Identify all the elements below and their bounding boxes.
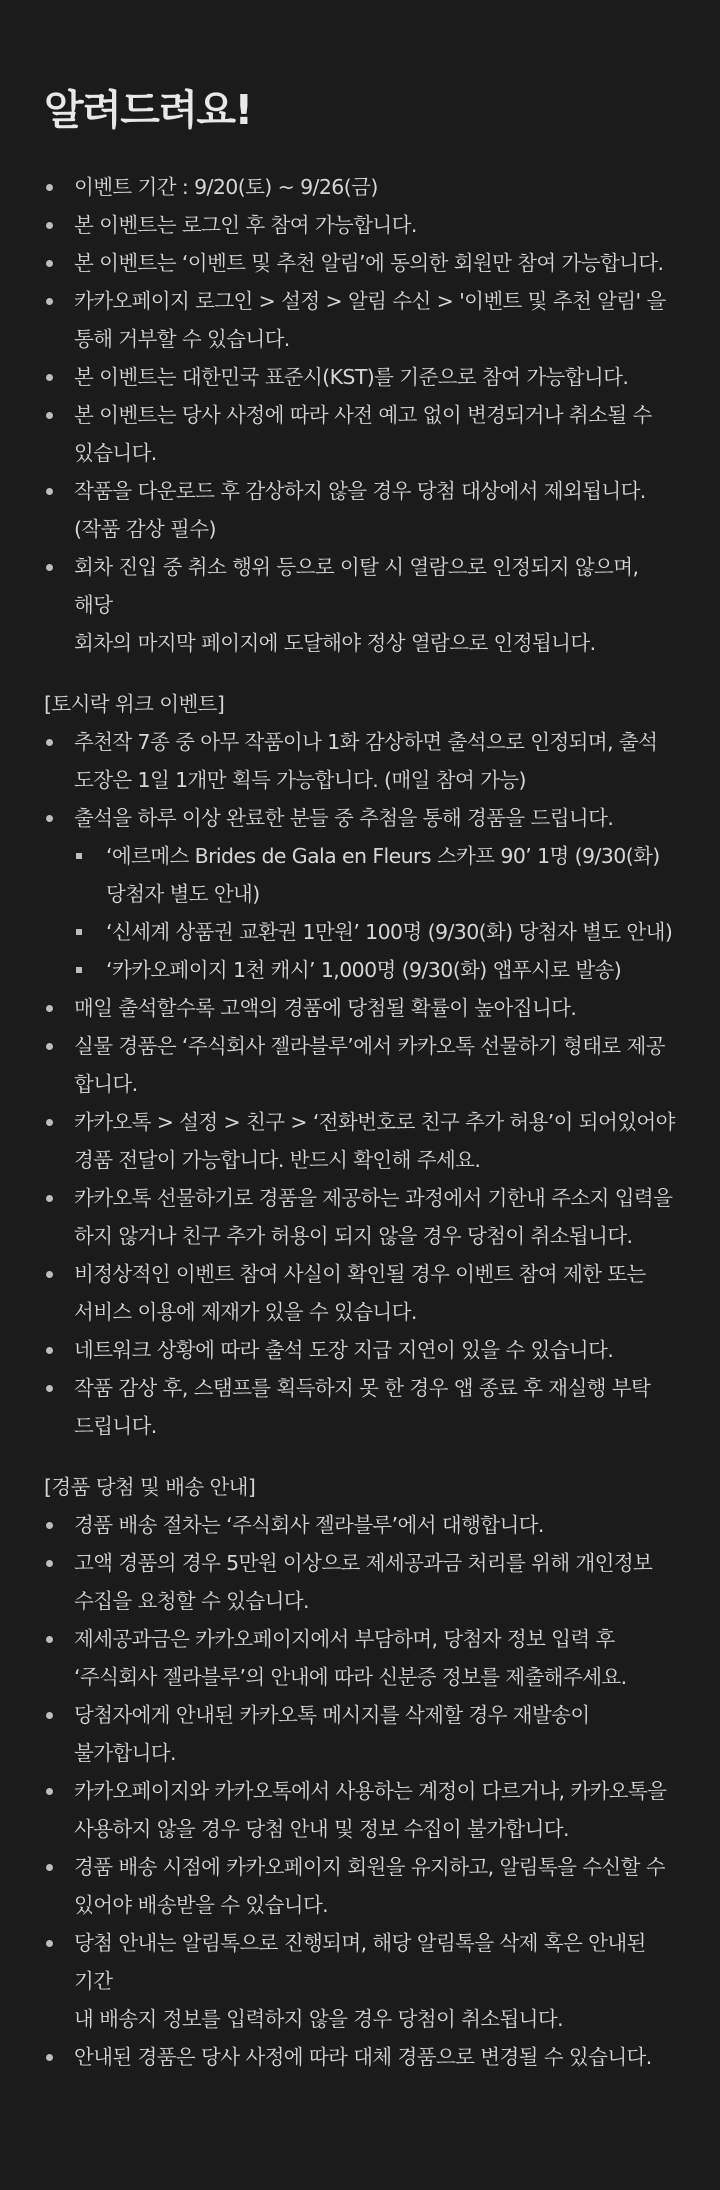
list-item: 출석을 하루 이상 완료한 분들 중 추첨을 통해 경품을 드립니다. xyxy=(44,799,680,837)
list-item: 회차 진입 중 취소 행위 등으로 이탈 시 열람으로 인정되지 않으며, 해당 회차의 마지막 페이지에 도달해야 정상 열람으로 인정됩니다. xyxy=(44,548,680,662)
weekly-event-list-continued xyxy=(44,989,680,1445)
list-item: 카카오페이지 로그인 > 설정 > 알림 수신 > '이벤트 및 추천 알림' 을 통해 거부할 수 있습니다. xyxy=(44,282,680,358)
prize-item: ‘카카오페이지 1천 캐시’ 1,000명 (9/30(화) 앱푸시로 발송) xyxy=(74,951,680,989)
list-item: 당첨자에게 안내된 카카오톡 메시지를 삭제할 경우 재발송이 불가합니다. xyxy=(44,1696,680,1772)
list-item: 비정상적인 이벤트 참여 사실이 확인될 경우 이벤트 참여 제한 또는 서비스 이용에 제재가 있을 수 있습니다. xyxy=(44,1255,680,1331)
page-title: 알려드려요! xyxy=(44,86,252,134)
weekly-event-heading: [토시락 위크 이벤트] xyxy=(44,692,225,716)
list-item: 매일 출석할수록 고액의 경품에 당첨될 확률이 높아집니다. xyxy=(44,989,680,1027)
prize-item: ‘에르메스 Brides de Gala en Fleurs 스카프 90’ 1명 (9/30(화) 당첨자 별도 안내) xyxy=(74,837,680,913)
list-item: 안내된 경품은 당사 사정에 따라 대체 경품으로 변경될 수 있습니다. xyxy=(44,2038,680,2076)
list-item: 작품을 다운로드 후 감상하지 않을 경우 당첨 대상에서 제외됩니다. (작품 감상 필수) xyxy=(44,472,680,548)
list-item: 경품 배송 시점에 카카오페이지 회원을 유지하고, 알림톡을 수신할 수 있어야 배송받을 수 있습니다. xyxy=(44,1848,680,1924)
list-item: 실물 경품은 ‘주식회사 젤라블루’에서 카카오톡 선물하기 형태로 제공 합니다. xyxy=(44,1027,680,1103)
prize-item: ‘신세계 상품권 교환권 1만원’ 100명 (9/30(화) 당첨자 별도 안내) xyxy=(74,913,680,951)
general-notice-list xyxy=(44,168,680,662)
list-item: 본 이벤트는 로그인 후 참여 가능합니다. xyxy=(44,206,680,244)
list-item: 카카오톡 > 설정 > 친구 > ‘전화번호로 친구 추가 허용’이 되어있어야 경품 전달이 가능합니다. 반드시 확인해 주세요. xyxy=(44,1103,680,1179)
list-item: 작품 감상 후, 스탬프를 획득하지 못 한 경우 앱 종료 후 재실행 부탁 드립니다. xyxy=(44,1369,680,1445)
list-item: 제세공과금은 카카오페이지에서 부담하며, 당첨자 정보 입력 후 ‘주식회사 젤라블루’의 안내에 따라 신분증 정보를 제출해주세요. xyxy=(44,1620,680,1696)
list-item: 당첨 안내는 알림톡으로 진행되며, 해당 알림톡을 삭제 혹은 안내된 기간 내 배송지 정보를 입력하지 않을 경우 당첨이 취소됩니다. xyxy=(44,1924,680,2038)
weekly-event-list xyxy=(44,723,680,837)
list-item: 추천작 7종 중 아무 작품이나 1화 감상하면 출석으로 인정되며, 출석 도장은 1일 1개만 획득 가능합니다. (매일 참여 가능) xyxy=(44,723,680,799)
list-item: 이벤트 기간 : 9/20(토) ~ 9/26(금) xyxy=(44,168,680,206)
list-item: 본 이벤트는 당사 사정에 따라 사전 예고 없이 변경되거나 취소될 수 있습니다. xyxy=(44,396,680,472)
list-item: 본 이벤트는 대한민국 표준시(KST)를 기준으로 참여 가능합니다. xyxy=(44,358,680,396)
list-item: 경품 배송 절차는 ‘주식회사 젤라블루’에서 대행합니다. xyxy=(44,1506,680,1544)
delivery-list xyxy=(44,1506,680,2076)
list-item: 카카오페이지와 카카오톡에서 사용하는 계정이 다르거나, 카카오톡을 사용하지 않을 경우 당첨 안내 및 정보 수집이 불가합니다. xyxy=(44,1772,680,1848)
prize-list xyxy=(44,837,680,989)
list-item: 네트워크 상황에 따라 출석 도장 지급 지연이 있을 수 있습니다. xyxy=(44,1331,680,1369)
list-item: 본 이벤트는 ‘이벤트 및 추천 알림’에 동의한 회원만 참여 가능합니다. xyxy=(44,244,680,282)
delivery-heading: [경품 당첨 및 배송 안내] xyxy=(44,1475,256,1499)
list-item: 카카오톡 선물하기로 경품을 제공하는 과정에서 기한내 주소지 입력을 하지 않거나 친구 추가 허용이 되지 않을 경우 당첨이 취소됩니다. xyxy=(44,1179,680,1255)
list-item: 고액 경품의 경우 5만원 이상으로 제세공과금 처리를 위해 개인정보 수집을 요청할 수 있습니다. xyxy=(44,1544,680,1620)
